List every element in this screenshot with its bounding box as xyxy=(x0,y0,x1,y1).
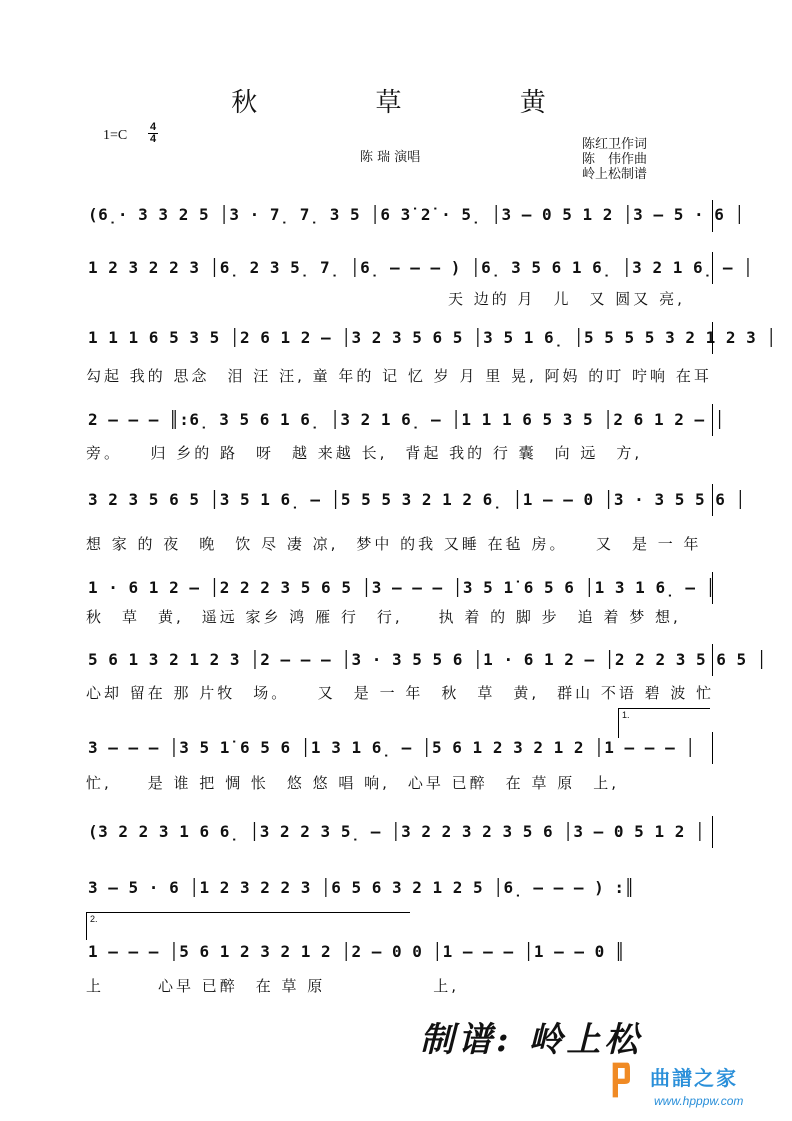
site-logo-icon xyxy=(610,1055,630,1105)
staff-end-barline xyxy=(712,732,713,764)
notation-line-7: 5 6 1 3 2 1 2 3 │2 – – – │3 · 3 5 5 6 │1 · 6 1 2 – │2 2 2 3 5 6 5 │ xyxy=(88,650,767,669)
arranger-credit: 岭上松制谱 xyxy=(582,167,648,182)
key-signature: 1=C xyxy=(103,128,128,143)
lyrics-line-11: 上 心早 已醉 在 草 原 上, xyxy=(86,977,460,995)
notation-line-3: 1 1 1 6 5 3 5 │2 6 1 2 – │3 2 3 5 6 5 │3 5 1 6̣ │5 5 5 5 3 2 1 2 3 │ xyxy=(88,328,777,347)
time-signature-bottom: 4 xyxy=(149,133,157,145)
site-url: www.hpppw.com xyxy=(654,1094,744,1108)
song-title: 秋 草 黄 xyxy=(231,88,601,118)
notation-line-5: 3 2 3 5 6 5 │3 5 1 6̣ – │5 5 5 3 2 1 2 6̣ │1 – – 0 │3 · 3 5 5 6 │ xyxy=(88,490,746,509)
time-signature xyxy=(148,122,158,145)
notation-line-11: 1 – – – │5 6 1 2 3 2 1 2 │2 – 0 0 │1 – – – │1 – – 0 ║ xyxy=(88,942,626,961)
staff-end-barline xyxy=(712,404,713,436)
staff-end-barline xyxy=(712,322,713,354)
notation-line-4: 2 – – – ║:6̣ 3 5 6 1 6̣ │3 2 1 6̣ – │1 1 1 6 5 3 5 │2 6 1 2 – │ xyxy=(88,410,725,429)
volta-2-bracket-side xyxy=(86,912,87,940)
lyrics-line-4: 旁。 归 乡的 路 呀 越 来越 长, 背起 我的 行 囊 向 远 方, xyxy=(86,444,643,462)
volta-2-label: 2. xyxy=(90,914,98,924)
notation-line-2: 1 2 3 2 2 3 │6̣ 2 3 5̣ 7̣ │6̣ – – – ) │6̣ 3 5 6 1 6̣ │3 2 1 6̣ – │ xyxy=(88,258,754,277)
lyrics-line-7: 心却 留在 那 片牧 场。 又 是 一 年 秋 草 黄, 群山 不语 碧 波 忙 xyxy=(86,684,715,702)
lyrics-line-3: 勾起 我的 思念 泪 汪 汪, 童 年的 记 忆 岁 月 里 晃, 阿妈 的叮 咛响 在耳 xyxy=(86,367,712,385)
staff-end-barline xyxy=(712,572,713,604)
staff-end-barline xyxy=(712,484,713,516)
lyrics-line-6: 秋 草 黄, 遥远 家乡 鸿 雁 行 行, 执 着 的 脚 步 追 着 梦 想, xyxy=(86,608,681,626)
lyrics-line-5: 想 家 的 夜 晚 饮 尽 凄 凉, 梦中 的我 又睡 在毡 房。 又 是 一 年 xyxy=(86,535,702,553)
site-logo-text: 曲譜之家 xyxy=(650,1066,738,1090)
notation-line-10: 3 – 5 · 6 │1 2 3 2 2 3 │6 5 6 3 2 1 2 5 │6̣ – – – ) :║ xyxy=(88,878,635,897)
volta-1-label: 1. xyxy=(622,710,630,720)
staff-end-barline xyxy=(712,644,713,676)
performer-credit: 陈 瑞 演唱 xyxy=(360,150,421,165)
notation-line-6: 1 · 6 1 2 – │2 2 2 3 5 6 5 │3 – – – │3 5 1̇ 6 5 6 │1 3 1 6̣ – │ xyxy=(88,578,716,597)
notation-line-1: (6̣· 3 3 2 5 │3 · 7̣ 7̣ 3 5 │6 3̇ 2̇ · 5̣ │3 – 0 5 1 2 │3 – 5 · 6 │ xyxy=(88,205,745,224)
lyrics-line-2: 天 边的 月 儿 又 圆又 亮, xyxy=(448,290,685,308)
staff-end-barline xyxy=(712,252,713,284)
composer-credit: 陈 伟作曲 xyxy=(582,152,648,167)
volta-1-bracket-side xyxy=(618,708,619,738)
lyricist-credit: 陈红卫作词 xyxy=(582,137,648,152)
volta-2-bracket xyxy=(86,912,410,913)
volta-1-bracket xyxy=(618,708,710,709)
staff-end-barline xyxy=(712,200,713,232)
notation-line-9: (3 2 2 3 1 6 6̣ │3 2 2 3 5̣ – │3 2 2 3 2 3 5 6 │3 – 0 5 1 2 │ xyxy=(88,822,706,841)
lyrics-line-8: 忙, 是 谁 把 惆 怅 悠 悠 唱 响, 心早 已醉 在 草 原 上, xyxy=(86,774,619,792)
time-signature-top: 4 xyxy=(149,121,157,133)
credits-block xyxy=(582,137,647,182)
arranger-signature: 制谱: 岭上松 xyxy=(420,1020,643,1060)
notation-line-8: 3 – – – │3 5 1̇ 6 5 6 │1 3 1 6̣ – │5 6 1 2 3 2 1 2 │1 – – – │ xyxy=(88,738,696,757)
staff-end-barline xyxy=(712,816,713,848)
